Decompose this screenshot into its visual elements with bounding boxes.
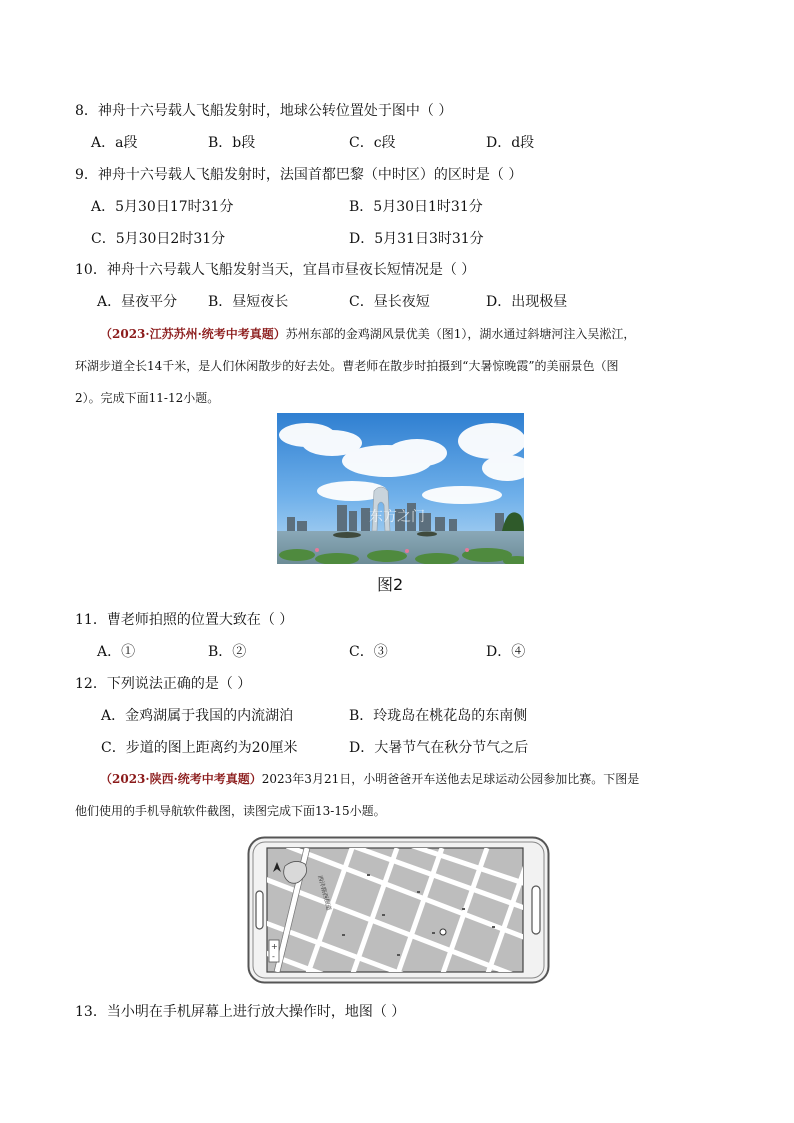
question-9-stem: 9．神舟十六号载人飞船发射时，法国首都巴黎（中时区）的区时是（ ） (75, 167, 523, 183)
intro-2-line-2: 他们使用的手机导航软件截图，读图完成下面13-15小题。 (75, 804, 386, 818)
intro-2-text-1: 2023年3月21日，小明爸爸开车送他去足球运动公园参加比赛。下图是 (261, 772, 640, 786)
question-9-option-c: C．5月30日2时31分 (91, 231, 226, 247)
intro-1-line-1 (100, 326, 635, 342)
question-12-option-a: A．金鸡湖属于我国的内流湖泊 (101, 708, 294, 724)
question-12-option-c: C．步道的图上距离约为20厘米 (101, 740, 298, 756)
intro-1-text-1: 苏州东部的金鸡湖风景优美（图1），湖水通过斜塘河注入吴淞江， (285, 327, 636, 341)
question-10-option-c: C．昼长夜短 (349, 294, 430, 310)
question-8-option-c: C．c段 (349, 135, 396, 151)
figure-2-lake-photo (277, 413, 524, 564)
question-11-option-b: B．② (208, 644, 247, 660)
question-8-option-a: A．a段 (91, 135, 138, 151)
question-11-stem: 11．曹老师拍照的位置大致在（ ） (75, 612, 294, 628)
intro-1-line-3: 2）。完成下面11-12小题。 (75, 391, 220, 405)
question-12-option-b: B．玲珑岛在桃花岛的东南侧 (349, 708, 528, 724)
question-11-option-d: D．④ (486, 644, 526, 660)
intro-1-source: （2023·江苏苏州·统考中考真题） (100, 327, 286, 341)
figure-2-caption: 图2 (377, 575, 404, 594)
question-11-option-a: A．① (97, 644, 136, 660)
svg-text:+: + (271, 942, 278, 951)
intro-1-line-2: 环湖步道全长14千米，是人们休闲散步的好去处。曹老师在散步时拍摄到“大暑惊晚霞”的美丽景色（图 (75, 359, 619, 373)
intro-2-source: （2023·陕西·统考中考真题） (100, 772, 262, 786)
question-13-stem: 13．当小明在手机屏幕上进行放大操作时，地图（ ） (75, 1004, 406, 1020)
question-8-stem: 8．神舟十六号载人飞船发射时，地球公转位置处于图中（ ） (75, 103, 453, 119)
question-9-option-a: A．5月30日17时31分 (91, 199, 234, 215)
question-9-option-b: B．5月30日1时31分 (349, 199, 483, 215)
phone-navigation-map (247, 836, 550, 984)
figure-2-watermark: 东方之门 (369, 509, 425, 525)
question-11-option-c: C．③ (349, 644, 388, 660)
question-8-option-d: D．d段 (486, 135, 535, 151)
question-10-stem: 10．神舟十六号载人飞船发射当天，宜昌市昼夜长短情况是（ ） (75, 262, 476, 278)
question-10-option-d: D．出现极昼 (486, 294, 568, 310)
question-12-option-d: D．大暑节气在秋分节气之后 (349, 740, 529, 756)
svg-text:-: - (272, 952, 275, 961)
question-10-option-b: B．昼短夜长 (208, 294, 289, 310)
question-12-stem: 12．下列说法正确的是（ ） (75, 676, 252, 692)
question-10-option-a: A．昼夜平分 (97, 294, 178, 310)
intro-2-line-1 (100, 771, 639, 787)
phone-map-road-label: 西沣路西侧道 (316, 874, 333, 912)
question-8-option-b: B．b段 (208, 135, 256, 151)
question-9-option-d: D．5月31日3时31分 (349, 231, 484, 247)
